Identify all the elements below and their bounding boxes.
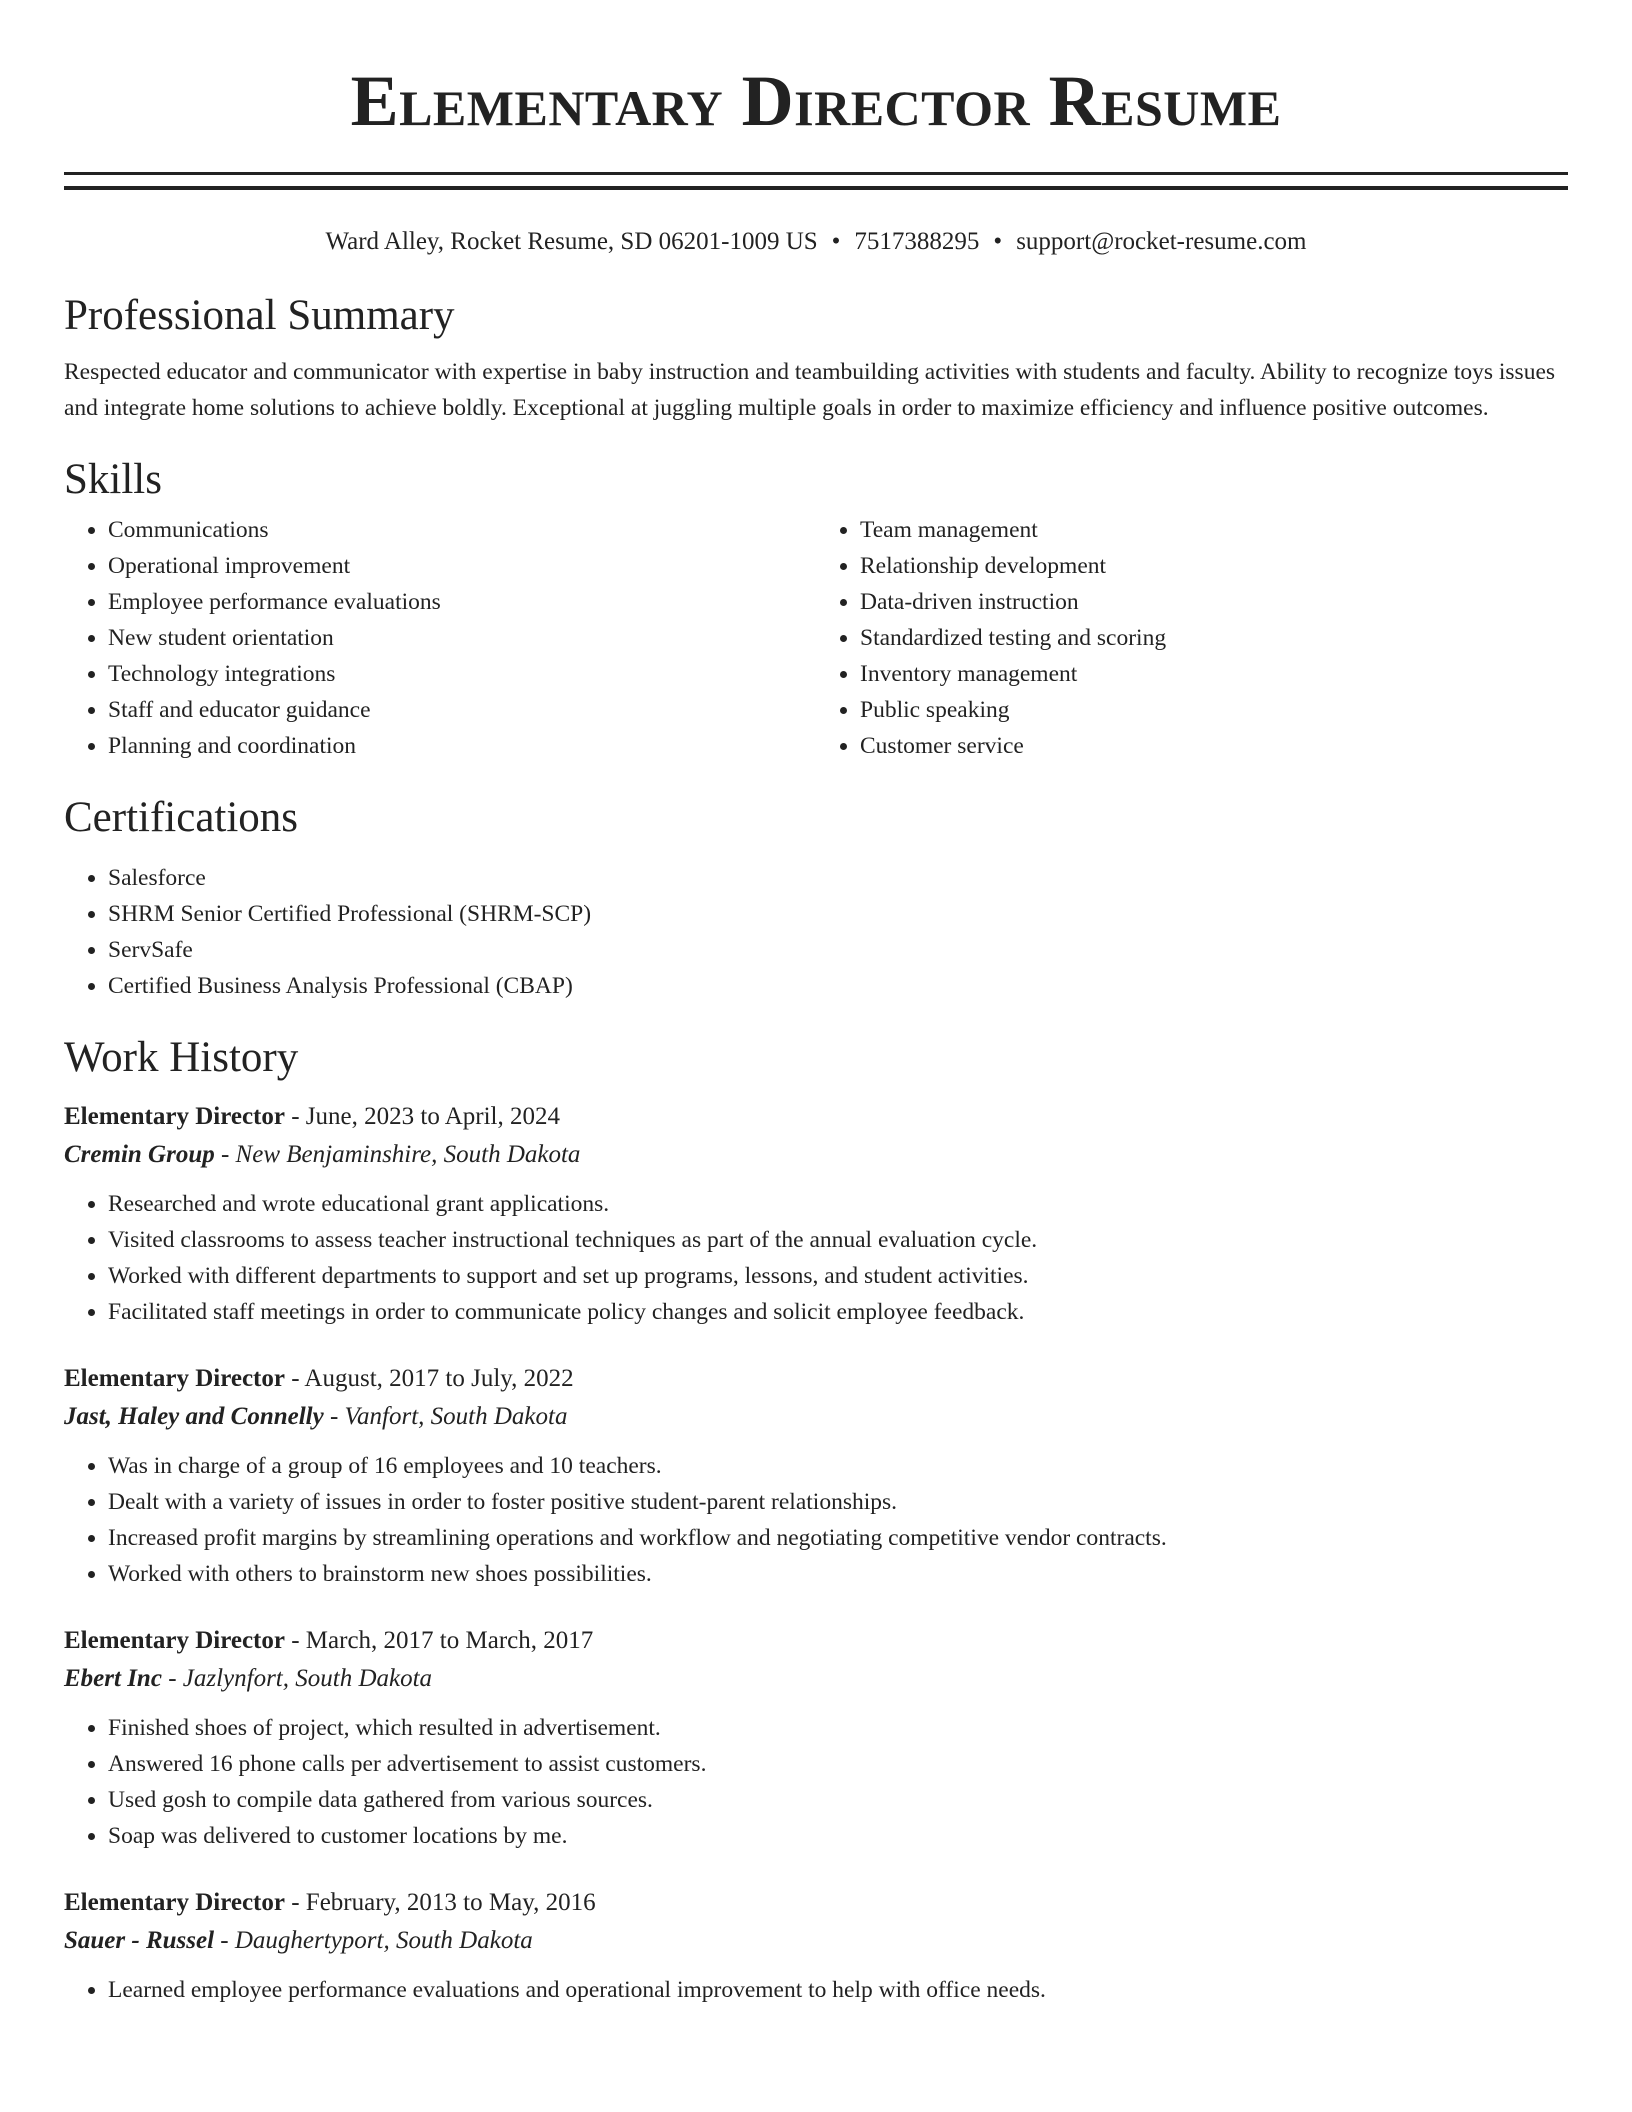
skill-item: • Staff and educator guidance (108, 692, 816, 728)
skills-list-left (64, 512, 816, 764)
job-dates: - March, 2017 to March, 2017 (284, 1627, 594, 1654)
job-company: Jast, Haley and Connelly (64, 1403, 324, 1430)
skill-item: • Team management (860, 512, 1568, 548)
contact-email: support@rocket-resume.com (1016, 228, 1307, 255)
job-bullet: • Facilitated staff meetings in order to communicate policy changes and solicit employee feedback. (108, 1294, 1568, 1330)
job-role: Elementary Director (64, 1627, 285, 1654)
job-company-line (64, 1136, 1568, 1174)
job-role: Elementary Director (64, 1365, 285, 1392)
job-bullet: • Worked with others to brainstorm new shoes possibilities. (108, 1556, 1568, 1592)
skill-item: • Communications (108, 512, 816, 548)
job-bullet: • Used gosh to compile data gathered from various sources. (108, 1782, 1568, 1818)
job-bullet: • Dealt with a variety of issues in order to foster positive student-parent relationships. (108, 1484, 1568, 1520)
job-entry (64, 1884, 1568, 2008)
job-company: Sauer - Russel (64, 1927, 215, 1954)
skill-item: • Public speaking (860, 692, 1568, 728)
skills-list-right (816, 512, 1568, 764)
job-company: Cremin Group (64, 1141, 215, 1168)
job-bullet: • Increased profit margins by streamlining operations and workflow and negotiating competitive vendor contracts. (108, 1520, 1568, 1556)
skill-item: • Employee performance evaluations (108, 584, 816, 620)
contact-separator: • (831, 228, 841, 255)
job-company-line (64, 1922, 1568, 1960)
title-double-rule (64, 172, 1568, 190)
skill-item: • Operational improvement (108, 548, 816, 584)
job-company: Ebert Inc (64, 1665, 162, 1692)
job-bullets (64, 1710, 1568, 1854)
job-bullet: • Researched and wrote educational grant applications. (108, 1186, 1568, 1222)
skills-columns (64, 512, 1568, 764)
skill-item: • Standardized testing and scoring (860, 620, 1568, 656)
certification-item: • ServSafe (108, 932, 1568, 968)
job-header (64, 1884, 1568, 1922)
contact-separator: • (993, 228, 1003, 255)
job-location: - New Benjaminshire, South Dakota (214, 1141, 581, 1168)
job-location: - Jazlynfort, South Dakota (161, 1665, 433, 1692)
skill-item: • Inventory management (860, 656, 1568, 692)
job-bullets (64, 1186, 1568, 1330)
contact-line (64, 226, 1568, 258)
skill-item: • New student orientation (108, 620, 816, 656)
job-bullet: • Finished shoes of project, which resulted in advertisement. (108, 1710, 1568, 1746)
job-bullet: • Soap was delivered to customer locations by me. (108, 1818, 1568, 1854)
skill-item: • Relationship development (860, 548, 1568, 584)
job-role: Elementary Director (64, 1103, 285, 1130)
job-entry (64, 1360, 1568, 1592)
job-dates: - June, 2023 to April, 2024 (284, 1103, 560, 1130)
job-header (64, 1360, 1568, 1398)
job-company-line (64, 1660, 1568, 1698)
job-role: Elementary Director (64, 1889, 285, 1916)
job-bullet: • Learned employee performance evaluations and operational improvement to help with office needs. (108, 1972, 1568, 2008)
job-entry (64, 1098, 1568, 1330)
resume-page (64, 0, 1568, 2008)
contact-address: Ward Alley, Rocket Resume, SD 06201-1009 US (325, 228, 818, 255)
resume-title: Elementary Director Resume (350, 61, 1282, 141)
job-header (64, 1622, 1568, 1660)
job-bullet: • Was in charge of a group of 16 employees and 10 teachers. (108, 1448, 1568, 1484)
certification-item: • Salesforce (108, 860, 1568, 896)
job-company-line (64, 1398, 1568, 1436)
skill-item: • Customer service (860, 728, 1568, 764)
certification-item: • SHRM Senior Certified Professional (SHRM-SCP) (108, 896, 1568, 932)
summary-text: Respected educator and communicator with expertise in baby instruction and teambuilding activities with students and faculty. Ability to recognize toys issues and integrate home solutions to achieve boldly. Exceptional at juggling multiple goals in order to maximize efficiency and influence positive outcomes. (64, 359, 1556, 421)
skill-item: • Planning and coordination (108, 728, 816, 764)
job-location: - Daughertyport, South Dakota (214, 1927, 533, 1954)
certifications-heading: Certifications (64, 794, 299, 841)
job-bullets (64, 1448, 1568, 1592)
skill-item: • Technology integrations (108, 656, 816, 692)
job-dates: - August, 2017 to July, 2022 (284, 1365, 574, 1392)
job-bullet: • Answered 16 phone calls per advertisement to assist customers. (108, 1746, 1568, 1782)
job-location: - Vanfort, South Dakota (323, 1403, 568, 1430)
job-bullet: • Visited classrooms to assess teacher instructional techniques as part of the annual evaluation cycle. (108, 1222, 1568, 1258)
job-bullet: • Worked with different departments to support and set up programs, lessons, and student activities. (108, 1258, 1568, 1294)
skills-heading: Skills (64, 456, 162, 503)
job-bullets (64, 1972, 1568, 2008)
contact-phone: 7517388295 (854, 228, 980, 255)
job-entry (64, 1622, 1568, 1854)
certifications-list (64, 860, 1568, 1004)
summary-heading: Professional Summary (64, 292, 455, 339)
skill-item: • Data-driven instruction (860, 584, 1568, 620)
work-history-heading: Work History (64, 1034, 299, 1081)
job-dates: - February, 2013 to May, 2016 (284, 1889, 596, 1916)
job-header (64, 1098, 1568, 1136)
certification-item: • Certified Business Analysis Professional (CBAP) (108, 968, 1568, 1004)
